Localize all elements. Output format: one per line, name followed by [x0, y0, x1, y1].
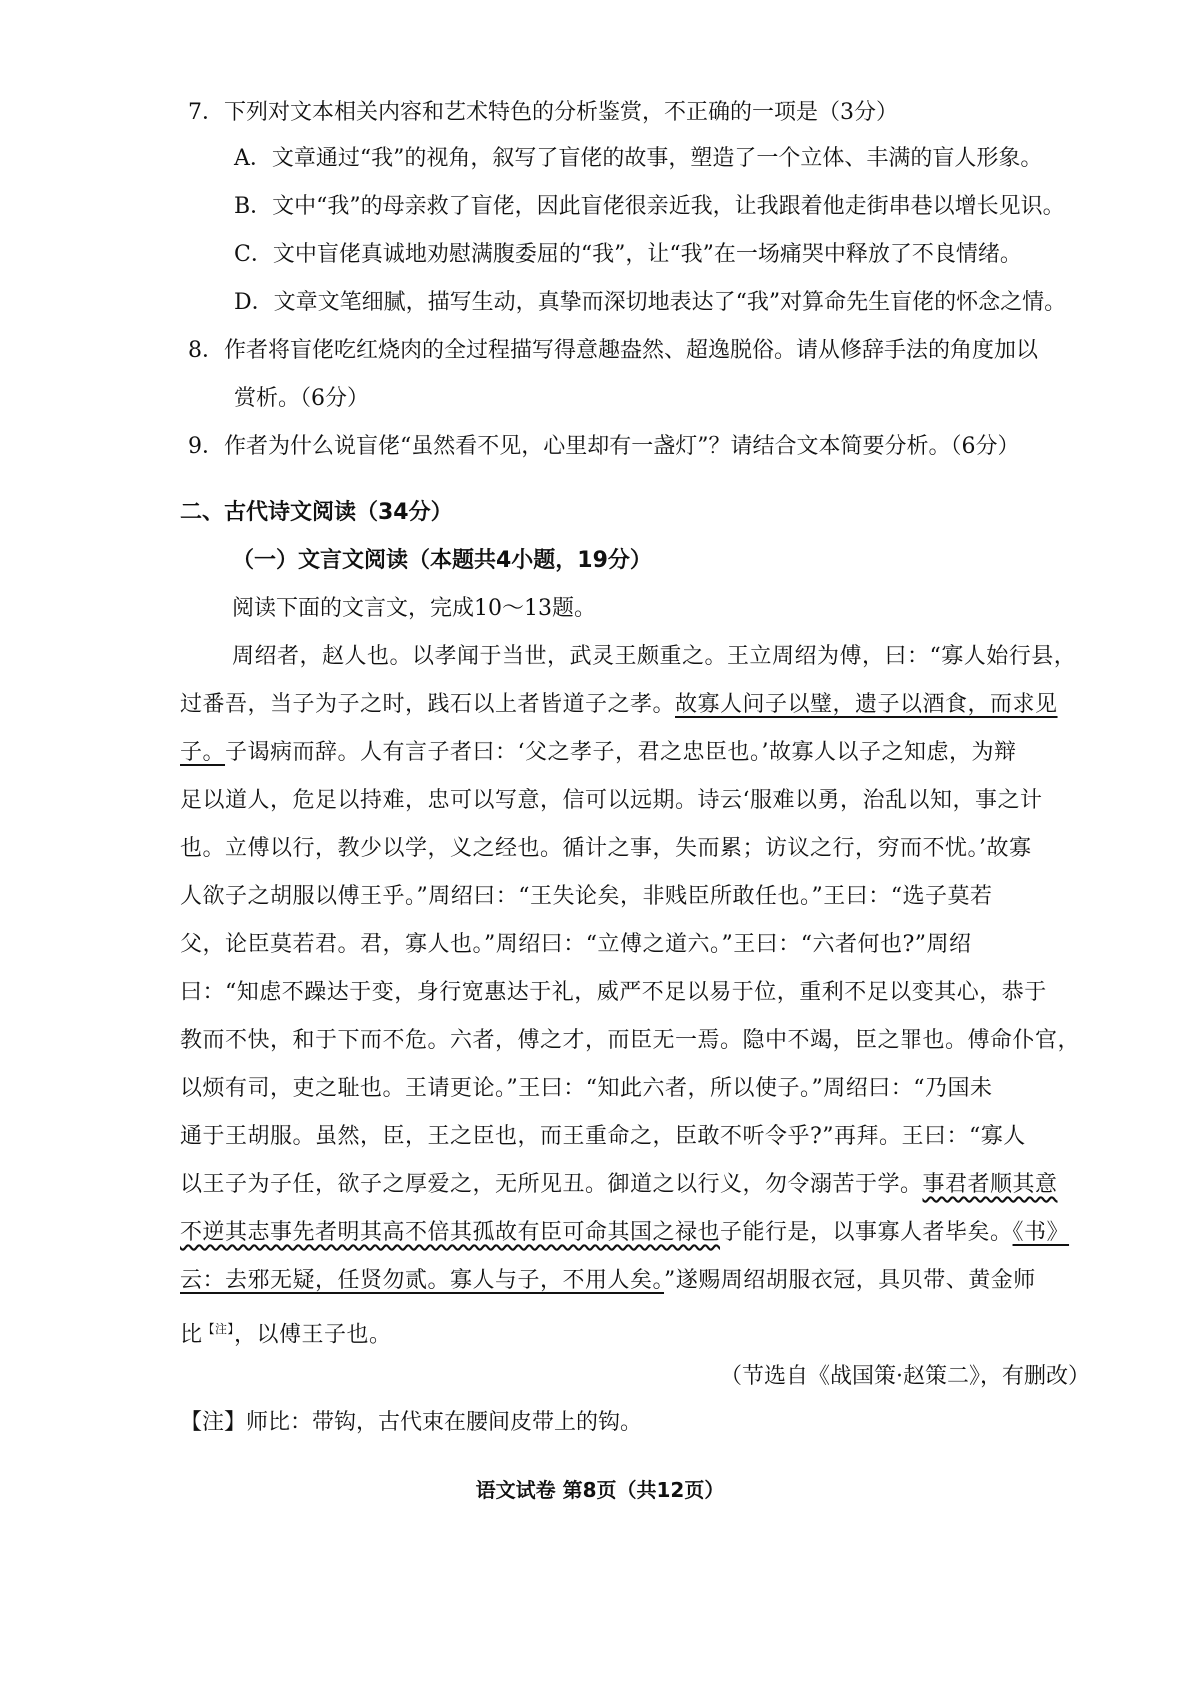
passage-line: 也。立傅以行，教少以学，义之经也。循计之事，失而累；访议之行，穷而不忧。’故寡 [180, 836, 1032, 861]
passage-line: 父，论臣莫若君。君，寡人也。”周绍曰：“立傅之道六。”王曰：“六者何也?”周绍 [180, 932, 972, 957]
footnote: 【注】师比：带钩，古代束在腰间皮带上的钩。 [180, 1410, 643, 1435]
question-7-option-b: B．文中“我”的母亲救了盲佬，因此盲佬很亲近我，让我跟着他走街串巷以增长见识。 [234, 194, 1065, 219]
underlined-sentence-1: 故寡人问子以璧，遗子以酒食，而求见 [675, 692, 1058, 717]
passage-line: 通于王胡服。虽然，臣，王之臣也，而王重命之，臣敢不听令乎?”再拜。王曰：“寡人 [180, 1124, 1026, 1149]
passage-line [180, 1312, 392, 1352]
passage-line: 曰：“知虑不躁达于变，身行宽惠达于礼，威严不足以易于位，重利不足以变其心，恭于 [180, 980, 1047, 1005]
passage-source: （节选自《战国策·赵策二》，有删改） [720, 1364, 1090, 1389]
passage-line: 以烦有司，吏之耻也。王请更论。”王曰：“知此六者，所以使子。”周绍曰：“乃国未 [180, 1076, 993, 1101]
underlined-sentence-1-end: 子。 [180, 740, 226, 765]
question-7-option-d: D．文章文笔细腻，描写生动，真挚而深切地表达了“我”对算命先生盲佬的怀念之情。 [234, 290, 1067, 315]
passage-line: 周绍者，赵人也。以孝闻于当世，武灵王颇重之。王立周绍为傅，曰：“寡人始行县， [232, 644, 1077, 669]
question-7-option-a: A．文章通过“我”的视角，叙写了盲佬的故事，塑造了一个立体、丰满的盲人形象。 [234, 146, 1043, 171]
wavy-underlined-sentence-cont: 不逆其志事先者明其高不倍其孤故有臣可命其国之禄也 [180, 1220, 721, 1245]
passage-text: ，以傅王子也。 [234, 1322, 392, 1348]
question-9: 9．作者为什么说盲佬“虽然看不见，心里却有一盏灯”？请结合文本简要分析。（6分） [188, 434, 1020, 459]
page-footer: 语文试卷 第8页（共12页） [475, 1478, 725, 1502]
question-8-line-1: 8．作者将盲佬吃红烧肉的全过程描写得意趣盎然、超逸脱俗。请从修辞手法的角度加以 [188, 338, 1038, 363]
underlined-sentence-2: 《书》 [1012, 1220, 1070, 1245]
subsection-title: （一）文言文阅读（本题共4小题，19分） [232, 548, 652, 573]
passage-text: 子谒病而辞。人有言子者曰：‘父之孝子，君之忠臣也。’故寡人以子之知虑，为辩 [225, 740, 1017, 765]
passage-line: 教而不快，和于下而不危。六者，傅之才，而臣无一焉。隐中不竭，臣之罪也。傅命仆官， [180, 1028, 1081, 1053]
passage-line [180, 1216, 1069, 1250]
question-7-stem: 7．下列对文本相关内容和艺术特色的分析鉴赏，不正确的一项是（3分） [188, 100, 898, 125]
passage-text: 过番吾，当子为子之时，践石以上者皆道子之孝。 [180, 692, 676, 717]
question-8-line-2: 赏析。（6分） [234, 386, 369, 411]
passage-line: 足以道人，危足以持难，忠可以写意，信可以远期。诗云‘服难以勇，治乱以知，事之计 [180, 788, 1043, 813]
reading-instruction: 阅读下面的文言文，完成10～13题。 [232, 596, 596, 621]
passage-text: 子能行是，以事寡人者毕矣。 [720, 1220, 1013, 1245]
passage-line [180, 688, 1058, 722]
passage-text: 以王子为子任，欲子之厚爱之，无所见丑。御道之以行义，勿令溺苦于学。 [180, 1172, 923, 1197]
passage-text: 比 [180, 1322, 203, 1348]
passage-text: ”遂赐周绍胡服衣冠，具贝带、黄金师 [664, 1268, 1036, 1293]
section-title: 二、古代诗文阅读（34分） [180, 500, 453, 525]
passage-line [180, 1264, 1036, 1298]
passage-line [180, 1168, 1058, 1202]
underlined-sentence-2-cont: 云：去邪无疑，任贤勿贰。寡人与子，不用人矣。 [180, 1268, 665, 1293]
footnote-marker: 【注】 [202, 1322, 235, 1336]
passage-line: 人欲子之胡服以傅王乎。”周绍曰：“王失论矣，非贱臣所敢任也。”王曰：“选子莫若 [180, 884, 993, 909]
passage-line [180, 736, 1017, 770]
question-7-option-c: C．文中盲佬真诚地劝慰满腹委屈的“我”，让“我”在一场痛哭中释放了不良情绪。 [234, 242, 1022, 267]
wavy-underlined-sentence: 事君者顺其意 [922, 1172, 1058, 1197]
